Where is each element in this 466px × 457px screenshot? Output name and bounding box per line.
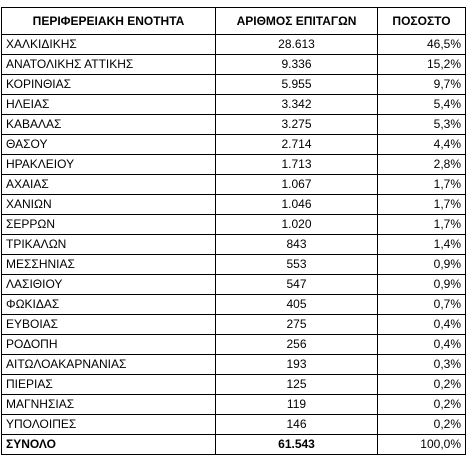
table-cell-percentage: 0,4% — [378, 315, 466, 335]
table-cell-region: ΜΕΣΣΗΝΙΑΣ — [2, 255, 216, 275]
table-cell-count: 256 — [216, 335, 378, 355]
table-row — [2, 195, 466, 215]
table-cell-region: ΚΟΡΙΝΘΙΑΣ — [2, 75, 216, 95]
table-cell-percentage: 0,3% — [378, 355, 466, 375]
table-row — [2, 415, 466, 435]
table-row — [2, 155, 466, 175]
table-cell-percentage: 9,7% — [378, 75, 466, 95]
table-cell-percentage: 1,4% — [378, 235, 466, 255]
table-cell-region: ΧΑΛΚΙΔΙΚΗΣ — [2, 35, 216, 55]
table-cell-region: ΑΧΑΙΑΣ — [2, 175, 216, 195]
table-cell-region: ΑΝΑΤΟΛΙΚΗΣ ΑΤΤΙΚΗΣ — [2, 55, 216, 75]
table-row — [2, 355, 466, 375]
table-cell-region: ΜΑΓΝΗΣΙΑΣ — [2, 395, 216, 415]
table-row — [2, 215, 466, 235]
table-cell-count: 1.046 — [216, 195, 378, 215]
table-row — [2, 135, 466, 155]
table-cell-region: ΛΑΣΙΘΙΟΥ — [2, 275, 216, 295]
table-cell-percentage: 0,7% — [378, 295, 466, 315]
table-row — [2, 35, 466, 55]
table-cell-count: 146 — [216, 415, 378, 435]
table-cell-percentage: 0,2% — [378, 375, 466, 395]
table-cell-count: 9.336 — [216, 55, 378, 75]
header-percentage: ΠΟΣΟΣΤΟ — [378, 8, 466, 35]
table-cell-percentage: 1,7% — [378, 175, 466, 195]
table-cell-count: 1.067 — [216, 175, 378, 195]
table-cell-region: ΑΙΤΩΛΟΑΚΑΡΝΑΝΙΑΣ — [2, 355, 216, 375]
table-cell-count: 3.275 — [216, 115, 378, 135]
table-row — [2, 95, 466, 115]
total-count: 61.543 — [216, 435, 378, 455]
table-cell-region: ΗΡΑΚΛΕΙΟΥ — [2, 155, 216, 175]
table-cell-region: ΦΩΚΙΔΑΣ — [2, 295, 216, 315]
table-cell-count: 1.020 — [216, 215, 378, 235]
table-cell-region: ΧΑΝΙΩΝ — [2, 195, 216, 215]
table-cell-count: 5.955 — [216, 75, 378, 95]
table-row — [2, 75, 466, 95]
table-cell-count: 2.714 — [216, 135, 378, 155]
header-count: ΑΡΙΘΜΟΣ ΕΠΙΤΑΓΩΝ — [216, 8, 378, 35]
table-cell-region: ΗΛΕΙΑΣ — [2, 95, 216, 115]
table-cell-percentage: 0,2% — [378, 395, 466, 415]
table-cell-percentage: 15,2% — [378, 55, 466, 75]
table-row — [2, 115, 466, 135]
table-cell-count: 843 — [216, 235, 378, 255]
total-label: ΣΥΝΟΛΟ — [2, 435, 216, 455]
table-cell-percentage: 46,5% — [378, 35, 466, 55]
table-cell-percentage: 1,7% — [378, 215, 466, 235]
table-cell-count: 125 — [216, 375, 378, 395]
table-cell-region: ΣΕΡΡΩΝ — [2, 215, 216, 235]
table-cell-percentage: 5,4% — [378, 95, 466, 115]
table-cell-percentage: 0,4% — [378, 335, 466, 355]
table-cell-region: ΚΑΒΑΛΑΣ — [2, 115, 216, 135]
table-row — [2, 255, 466, 275]
table-row — [2, 55, 466, 75]
table-header-row — [2, 8, 466, 35]
table-cell-region: ΠΙΕΡΙΑΣ — [2, 375, 216, 395]
table-body — [2, 35, 466, 435]
table-cell-percentage: 5,3% — [378, 115, 466, 135]
table-row — [2, 395, 466, 415]
table-cell-region: ΡΟΔΟΠΗ — [2, 335, 216, 355]
table-cell-percentage: 0,9% — [378, 275, 466, 295]
table-row — [2, 175, 466, 195]
table-cell-count: 275 — [216, 315, 378, 335]
table-total-row — [2, 435, 466, 455]
table-cell-percentage: 4,4% — [378, 135, 466, 155]
table-cell-count: 119 — [216, 395, 378, 415]
total-percentage: 100,0% — [378, 435, 466, 455]
table-cell-count: 547 — [216, 275, 378, 295]
table-cell-percentage: 0,9% — [378, 255, 466, 275]
table-row — [2, 235, 466, 255]
table-row — [2, 275, 466, 295]
table-cell-count: 553 — [216, 255, 378, 275]
vouchers-by-region-table — [1, 7, 466, 455]
table-cell-region: ΕΥΒΟΙΑΣ — [2, 315, 216, 335]
table-row — [2, 335, 466, 355]
table-row — [2, 315, 466, 335]
table-cell-region: ΥΠΟΛΟΙΠΕΣ — [2, 415, 216, 435]
table-cell-region: ΘΑΣΟΥ — [2, 135, 216, 155]
table-cell-region: ΤΡΙΚΑΛΩΝ — [2, 235, 216, 255]
table-row — [2, 295, 466, 315]
header-region: ΠΕΡΙΦΕΡΕΙΑΚΗ ΕΝΟΤΗΤΑ — [2, 8, 216, 35]
table-cell-count: 28.613 — [216, 35, 378, 55]
table-cell-count: 3.342 — [216, 95, 378, 115]
table-cell-percentage: 2,8% — [378, 155, 466, 175]
table-cell-percentage: 0,2% — [378, 415, 466, 435]
table-row — [2, 375, 466, 395]
table-cell-count: 1.713 — [216, 155, 378, 175]
table-cell-count: 193 — [216, 355, 378, 375]
table-cell-count: 405 — [216, 295, 378, 315]
table-cell-percentage: 1,7% — [378, 195, 466, 215]
